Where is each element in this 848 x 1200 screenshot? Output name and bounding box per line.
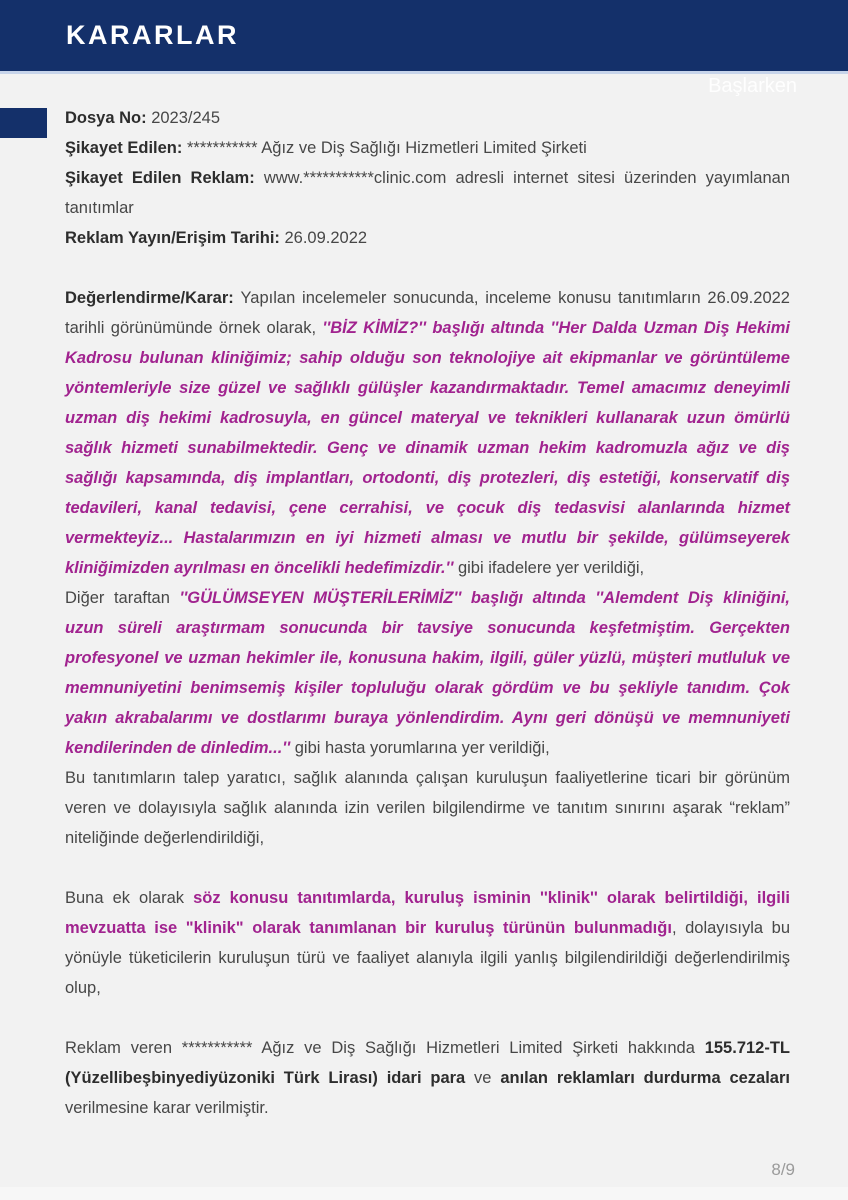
document-body [65, 103, 790, 1123]
page-title: KARARLAR [66, 20, 239, 50]
meta-row: Dosya No: 2023/245 [65, 109, 221, 127]
body-paragraph [65, 283, 790, 583]
text-run-normal: Reklam veren *********** Ağız ve Diş Sağlığı Hizmetleri Limited Şirketi hakkında [65, 1039, 705, 1057]
text-run-bold: Değerlendirme/Karar: [65, 289, 241, 307]
body-paragraph [65, 763, 790, 853]
accent-square [0, 108, 47, 138]
text-run-normal: Diğer taraftan [65, 589, 180, 607]
header-bar [0, 0, 848, 74]
meta-row: Şikayet Edilen Reklam: www.***********clinic.com adresli internet sitesi üzerinden yayımlanan tanıtımlar [65, 169, 790, 217]
text-run-emphasis: söz konusu tanıtımlarda, kuruluş isminin ''klinik'' olarak belirtildiği, ilgili mevzuatta ise "klinik" olarak tanımlanan bir kuruluş türünün bulunmadığı [65, 889, 791, 937]
meta-label: Şikayet Edilen: [65, 139, 183, 157]
body-paragraph [65, 583, 790, 763]
text-run-normal: verilmesine karar verilmiştir. [65, 1099, 269, 1117]
text-run-normal: Bu tanıtımların talep yaratıcı, sağlık alanında çalışan kuruluşun faaliyetlerine ticari bir görünüm veren ve dolayısıyla sağlık alanında izin verilen bilgilendirme ve tanıtım sınırını aşarak “reklam” niteliğinde değerlendirildiği, [65, 769, 790, 847]
text-run-bold: 155.712-TL (Yüzellibeşbinyediyüzoniki Türk Lirası) idari para [65, 1039, 790, 1087]
text-run-normal: ve [465, 1069, 501, 1087]
body-paragraph [65, 1033, 790, 1123]
meta-block [65, 103, 790, 253]
meta-label: Reklam Yayın/Erişim Tarihi: [65, 229, 280, 247]
bottom-strip [0, 1187, 848, 1200]
page-number: 8/9 [771, 1160, 795, 1179]
text-run-normal: , dolayısıyla bu yönüyle tüketicilerin kuruluşun türü ve faaliyet alanıyla ilgili yanlış bilgilendirildiği değerlendirilmiş olup, [65, 919, 791, 997]
meta-row: Reklam Yayın/Erişim Tarihi: 26.09.2022 [65, 229, 368, 247]
text-run-quote: ''GÜLÜMSEYEN MÜŞTERİLERİMİZ'' başlığı altında ''Alemdent Diş kliniğini, uzun süreli araştırmam sonucunda bir tavsiye sonucunda keşfetmiştim. Gerçekten profesyonel ve uzman hekimler ile, konusuna hakim, ilgili, güler yüzlü, müşteri mutluluk ve memnuniyetini benimsemiş kişiler topluluğu olarak gördüm ve bu şekliyle tanıdım. Çok yakın akrabalarımı ve dostlarımı buraya yönlendirdim. Aynı geri dönüşü ve memnuniyeti kendilerinden de dinledim...'' [65, 589, 790, 757]
text-run-bold: anılan reklamları durdurma cezaları [500, 1069, 790, 1087]
text-run-quote: ''BİZ KİMİZ?'' başlığı altında ''Her Dalda Uzman Diş Hekimi Kadrosu bulunan kliniğimiz; sahip olduğu son teknolojiye ait ekipmanlar ve görüntüleme yöntemleriyle size güzel ve sağlıklı gülüşler kazandırmaktadır. Temel amacımız deneyimli uzman diş hekimi kadrosuyla, en güncel materyal ve teknikleri kullanarak uzun ömürlü sağlık hizmeti sunabilmektedir. Genç ve dinamik uzman hekim kadromuzla ağız ve diş sağlığı kapsamında, diş implantları, ortodonti, diş protezleri, diş estetiği, konservatif diş tedavileri, kanal tedavisi, çene cerrahisi, ve çocuk diş tedasvisi alanlarında hizmet vermekteyiz... Hastalarımızın en iyi hizmeti alması ve mutlu bir şekilde, gülümseyerek kliniğimizden ayrılması en öncelikli hedefimizdir.'' [65, 319, 790, 577]
meta-row: Şikayet Edilen: *********** Ağız ve Diş Sağlığı Hizmetleri Limited Şirketi [65, 139, 587, 157]
text-run-normal: gibi hasta yorumlarına yer verildiği, [294, 739, 550, 757]
text-run-normal: gibi ifadelere yer verildiği, [457, 559, 645, 577]
paragraphs-block [65, 283, 790, 1123]
text-run-normal: Buna ek olarak [65, 889, 194, 907]
watermark-baslarken: Başlarken [708, 75, 797, 97]
text-run-normal: Yapılan incelemeler sonucunda, inceleme konusu tanıtımların 26.09.2022 tarihli görünümünde örnek olarak, [65, 289, 790, 337]
meta-label: Dosya No: [65, 109, 147, 127]
meta-label: Şikayet Edilen Reklam: [65, 169, 255, 187]
body-paragraph [65, 883, 790, 1003]
